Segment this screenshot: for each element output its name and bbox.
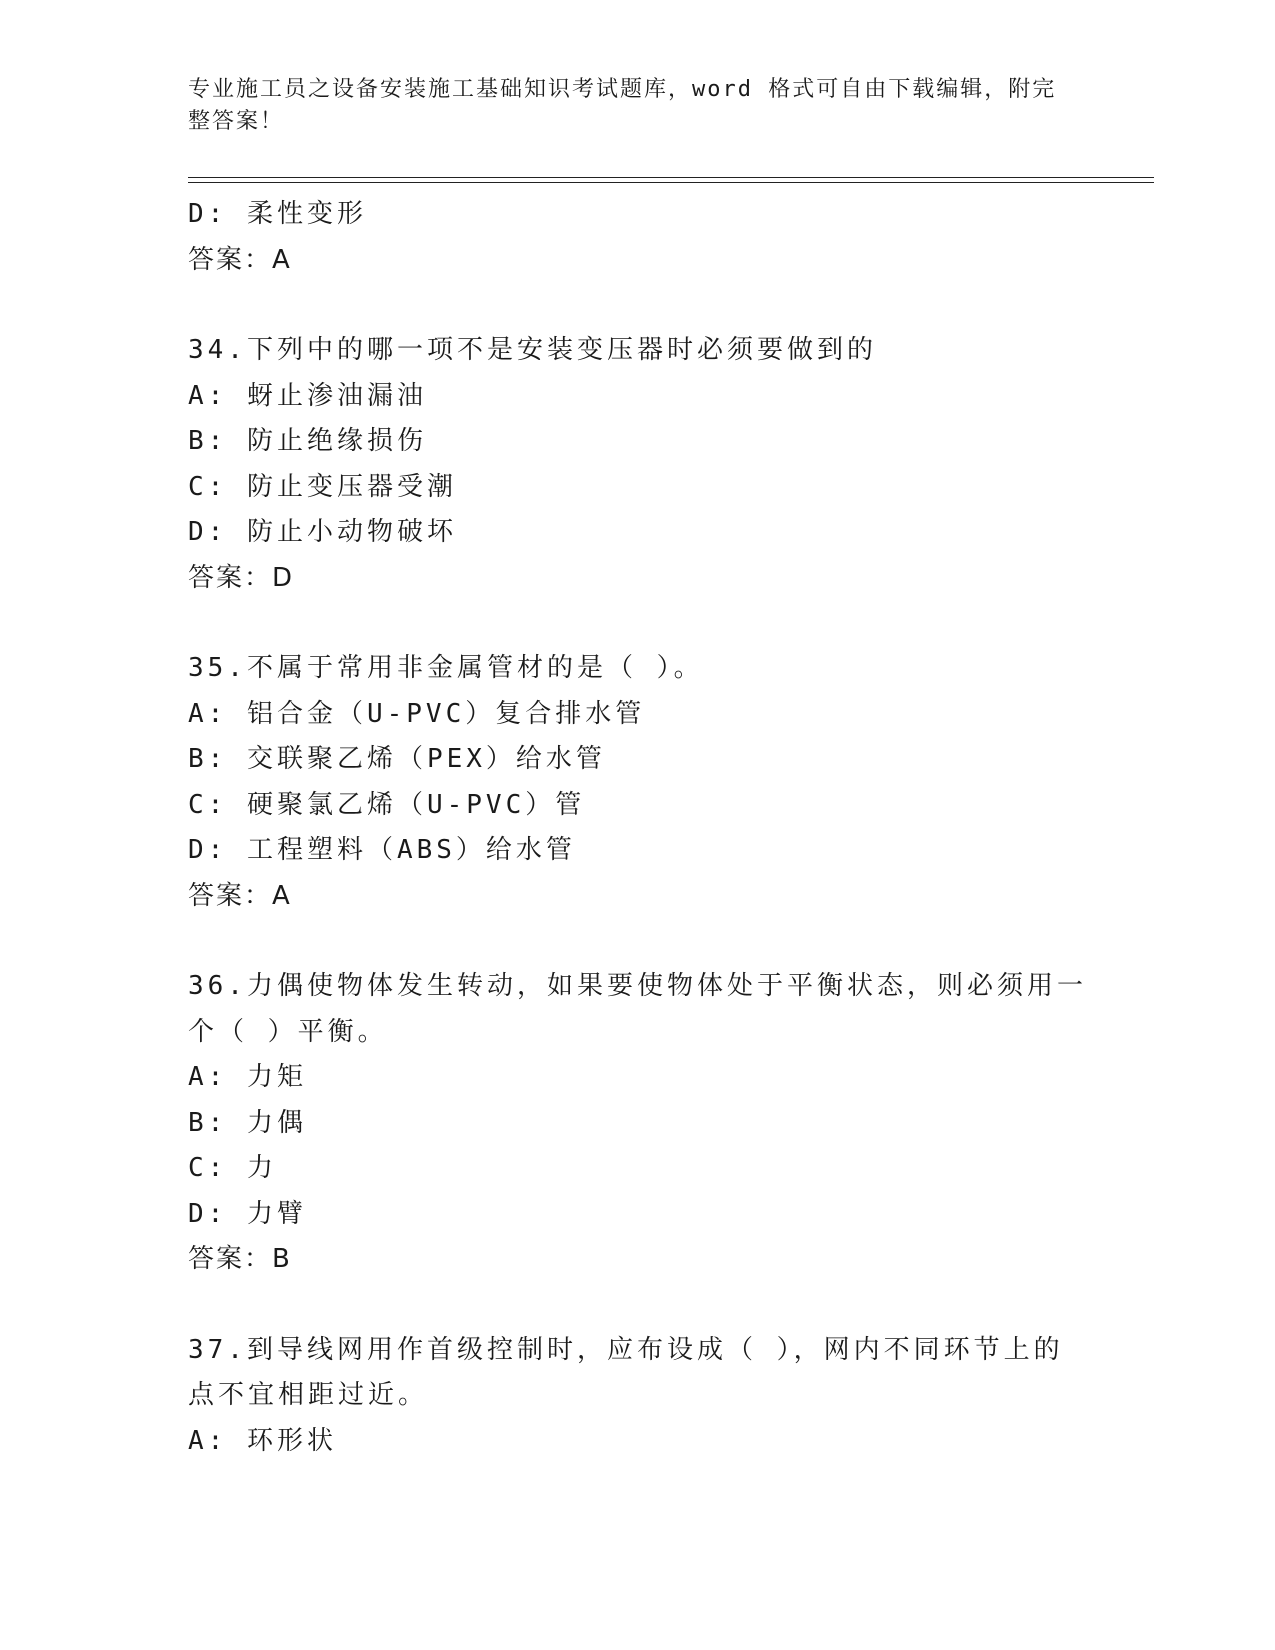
option-b: B: 防止绝缘损伤	[188, 426, 427, 456]
question-35	[188, 646, 1088, 919]
option-a: A: 力矩	[188, 1062, 307, 1092]
prev-option-d: D: 柔性变形	[188, 199, 367, 229]
option-a: A: 铝合金（U-PVC）复合排水管	[188, 698, 646, 729]
option-b: B: 交联聚乙烯（PEX）给水管	[188, 744, 606, 774]
document-header: 专业施工员之设备安装施工基础知识考试题库，word 格式可自由下载编辑，附完整答案！	[188, 77, 1057, 134]
header-rule-bottom	[188, 182, 1154, 183]
question-text: 37.到导线网用作首级控制时，应布设成（ ），网内不同环节上的点不宜相距过近。	[188, 1334, 1064, 1410]
option-b: B: 力偶	[188, 1107, 307, 1138]
question-37	[188, 1328, 1088, 1465]
document-body	[188, 192, 1088, 1464]
question-34	[188, 328, 1088, 601]
option-d: D: 防止小动物破坏	[188, 517, 457, 547]
answer: 答案：D	[188, 562, 295, 593]
option-d: D: 工程塑料（ABS）给水管	[188, 835, 576, 865]
option-a: A: 蚜止渗油漏油	[188, 380, 427, 411]
option-d: D: 力臂	[188, 1198, 307, 1229]
question-text: 35.不属于常用非金属管材的是（ ）。	[188, 653, 704, 683]
option-c: C: 防止变压器受潮	[188, 471, 457, 502]
question-text: 34.下列中的哪一项不是安装变压器时必须要做到的	[188, 335, 877, 365]
answer: 答案：B	[188, 1244, 292, 1274]
option-a: A: 环形状	[188, 1425, 337, 1456]
option-c: C: 硬聚氯乙烯（U-PVC）管	[188, 789, 586, 820]
option-c: C: 力	[188, 1153, 277, 1183]
question-text: 36.力偶使物体发生转动，如果要使物体处于平衡状态，则必须用一个（ ）平衡。	[188, 971, 1087, 1047]
answer: 答案：A	[188, 880, 292, 911]
header-rule-top	[188, 177, 1154, 178]
question-36	[188, 964, 1088, 1283]
prev-answer: 答案：A	[188, 244, 292, 275]
